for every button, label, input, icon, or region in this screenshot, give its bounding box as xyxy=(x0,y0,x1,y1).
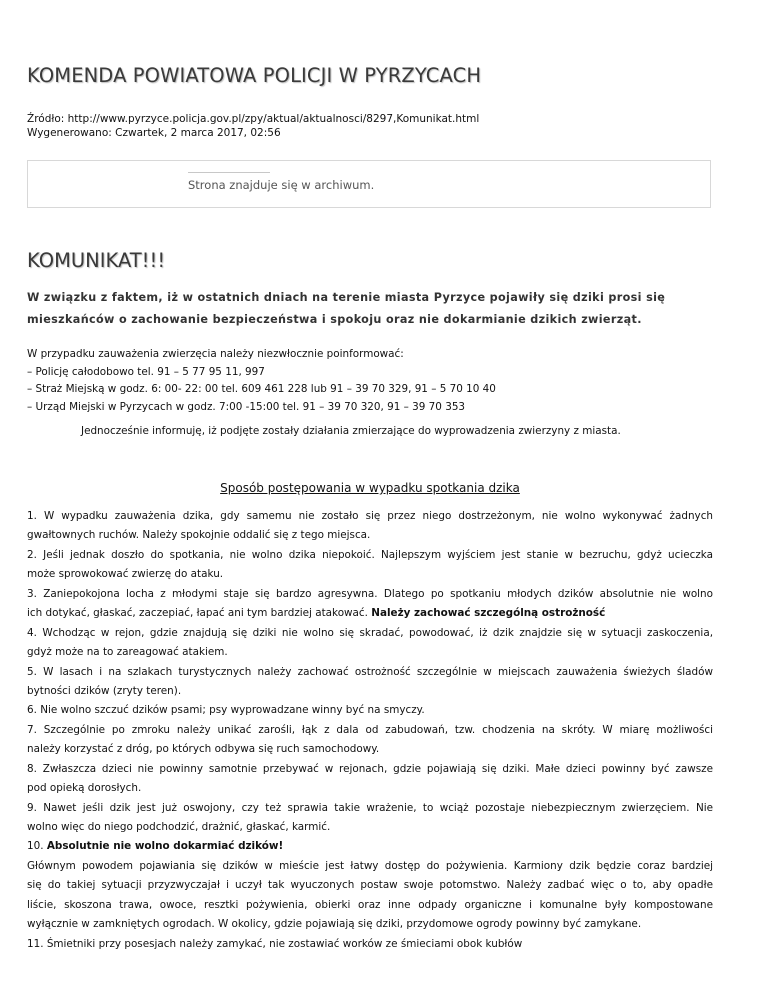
step-7-line-2: należy korzystać z dróg, po których odbywa się ruch samochodowy. xyxy=(27,743,380,756)
step-2-line-2: może sprowokować zwierzę do ataku. xyxy=(27,568,224,581)
step-7-line-1: 7. Szczególnie po zmroku należy unikać zarośli, łąk z dala od zabudowań, tzw. chodzenia na skróty. W miarę możliwości xyxy=(27,723,713,736)
contact-item-city-office: – Urząd Miejski w Pyrzycach w godz. 7:00 -15:00 tel. 91 – 39 70 320, 91 – 39 70 353 xyxy=(27,401,466,414)
article-lead: W związku z faktem, iż w ostatnich dniach na terenie miasta Pyrzyce pojawiły się dziki prosi się mieszkańców o zachowanie bezpieczeństwa i spokoju oraz nie dokarmianie dzikich zwierząt. xyxy=(27,291,666,326)
action-note: Jednocześnie informuję, iż podjęte zostały działania zmierzające do wyprowadzenia zwierzyny z miasta. xyxy=(81,425,621,437)
generated-date: Wygenerowano: Czwartek, 2 marca 2017, 02:56 xyxy=(27,127,281,139)
step-1-line-1: 1. W wypadku zauważenia dzika, gdy samemu nie zostało się przez niego dostrzeżonym, nie wolno wykonywać żadnych xyxy=(27,510,713,522)
step-9-line-2: wolno więc do niego podchodzić, drażnić, głaskać, karmić. xyxy=(27,821,331,833)
step-10-line-2: się do takiej sytuacji przyzwyczajał i uczył tak wyuczonych postaw swoje potomstwo. Należy zadbać więc o to, aby opadłe xyxy=(27,879,713,892)
step-10-emphasis: Absolutnie nie wolno dokarmiać dzików! xyxy=(46,840,284,853)
step-10-line-4: wyłącznie w zamkniętych ogrodach. W okolicy, gdzie pojawiają się dziki, przydomowe ogrody powinny być zamykane. xyxy=(27,918,642,931)
contact-item-city-guard: – Straż Miejską w godz. 6: 00- 22: 00 tel. 609 461 228 lub 91 – 39 70 329, 91 – 5 70 10 40 xyxy=(27,383,496,396)
step-3-text: ich dotykać, głaskać, zaczepiać, łapać ani tym bardziej atakować. xyxy=(27,607,368,620)
site-title: KOMENDA POWIATOWA POLICJI W PYRZYCACH xyxy=(27,64,482,87)
source-url: Źródło: http://www.pyrzyce.policja.gov.pl/zpy/aktual/aktualnosci/8297,Komunikat.html xyxy=(27,113,480,125)
contact-intro: W przypadku zauważenia zwierzęcia należy niezwłocznie poinformować: xyxy=(27,348,404,360)
contact-item-police: – Policję całodobowo tel. 91 – 5 77 95 11, 997 xyxy=(27,365,265,378)
step-8-line-2: pod opieką dorosłych. xyxy=(27,782,142,795)
step-5-line-2: bytności dzików (zryty teren). xyxy=(27,684,182,697)
step-4-line-2: gdyż może na to zareagować atakiem. xyxy=(27,646,228,659)
archive-divider xyxy=(188,172,270,173)
step-1-line-2: gwałtownych ruchów. Należy spokojnie oddalić się z tego miejsca. xyxy=(27,529,371,542)
step-3-emphasis: Należy zachować szczególną ostrożność xyxy=(371,607,606,620)
contact-list xyxy=(27,346,496,417)
step-4-line-1: 4. Wchodząc w rejon, gdzie znajdują się dziki nie wolno się skradać, powodować, iż dzik znajdzie się w sytuacji zaskoczenia, xyxy=(27,626,713,639)
step-11: 11. Śmietniki przy posesjach należy zamykać, nie zostawiać worków ze śmieciami obok kubłów xyxy=(27,937,523,950)
step-10-line-1: Głównym powodem pojawiania się dzików w mieście jest łatwy dostęp do pożywienia. Karmiony dzik będzie coraz bardziej xyxy=(27,859,713,872)
step-10-line-3: liście, skoszona trawa, owoce, resztki pożywienia, obierki oraz inne odpady organiczne i komunalne były kompostowane xyxy=(27,898,713,911)
section-title: Sposób postępowania w wypadku spotkania dzika xyxy=(220,481,520,495)
step-10-heading xyxy=(27,837,713,856)
step-6: 6. Nie wolno szczuć dzików psami; psy wyprowadzane winny być na smyczy. xyxy=(27,704,425,717)
step-3-line-1: 3. Zaniepokojona locha z młodymi staje się bardzo agresywna. Dlatego po spotkaniu młodych dzików absolutnie nie wolno xyxy=(27,587,713,600)
step-2-line-1: 2. Jeśli jednak doszło do spotkania, nie wolno dzika niepokoić. Najlepszym wyjściem jest stanie w bezruchu, gdyż ucieczka xyxy=(27,548,713,561)
step-8-line-1: 8. Zwłaszcza dzieci nie powinny samotnie przebywać w rejonach, gdzie pojawiają się dziki. Małe dzieci powinny być zawsze xyxy=(27,762,713,775)
archive-text: Strona znajduje się w archiwum. xyxy=(188,178,375,192)
article-title: KOMUNIKAT!!! xyxy=(27,249,166,272)
step-9-line-1: 9. Nawet jeśli dzik jest już oswojony, czy też sprawia takie wrażenie, to wciąż pozostaje niebezpiecznym zwierzęciem. Nie xyxy=(27,801,713,814)
step-10-number: 10. xyxy=(27,840,44,853)
steps-list xyxy=(27,507,713,954)
step-5-line-1: 5. W lasach i na szlakach turystycznych należy zachować ostrożność szczególnie w miejscach zauważenia świeżych śladów xyxy=(27,665,713,678)
step-3-line-2 xyxy=(27,604,713,623)
archive-notice xyxy=(27,160,711,208)
source-meta xyxy=(27,112,479,140)
